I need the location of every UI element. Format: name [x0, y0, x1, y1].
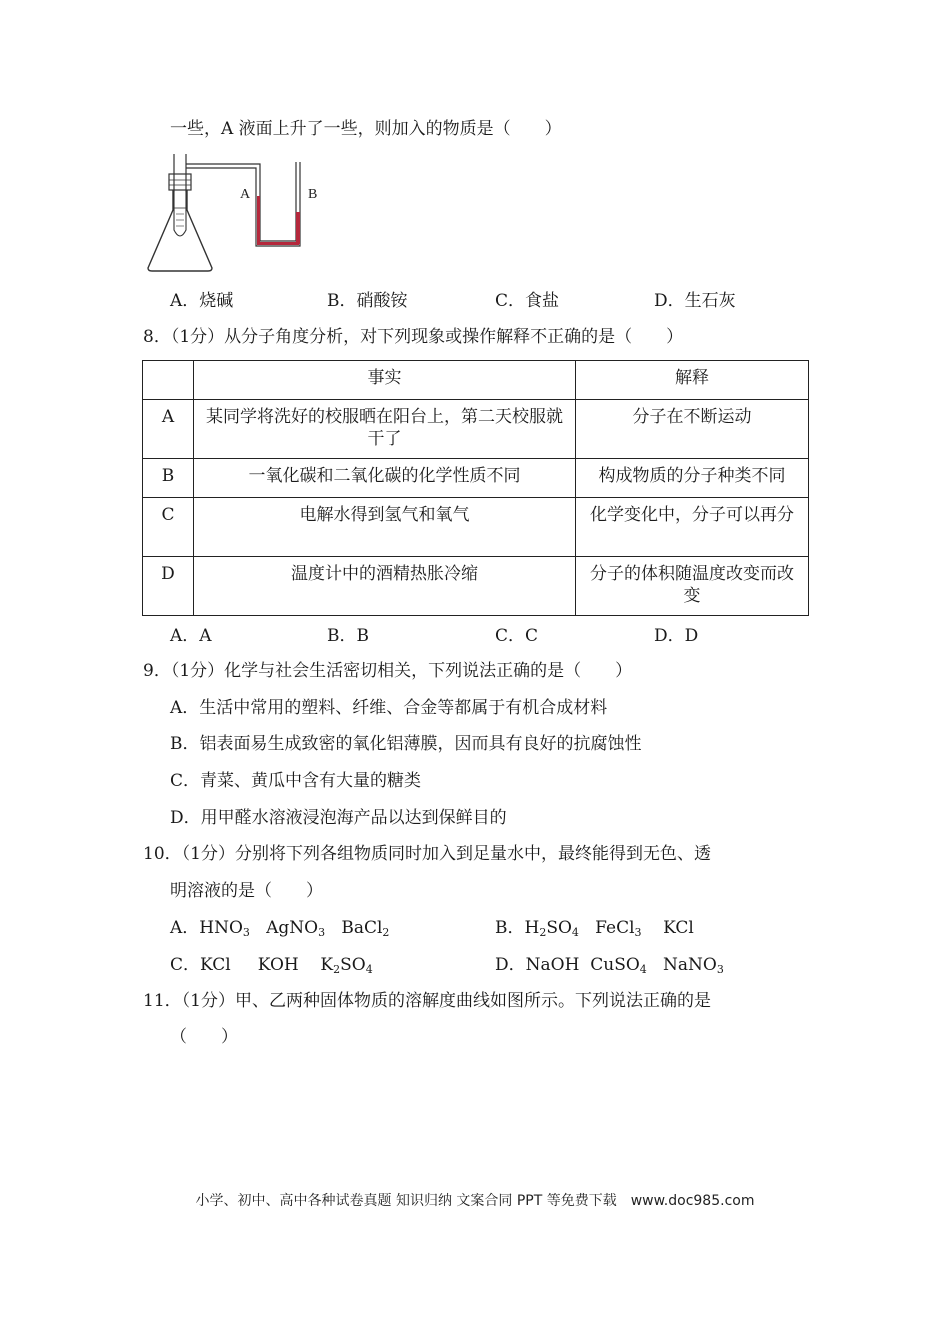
q9-option-d[interactable]: D．用甲醛水溶液浸泡海产品以达到保鲜目的	[170, 808, 507, 828]
q11-stem-line2: （ ）	[170, 1027, 238, 1047]
q7-option-b[interactable]: B．硝酸铵	[327, 291, 408, 311]
rubber-stopper	[169, 174, 191, 190]
row-explain: 分子的体积随温度改变而改变	[576, 557, 809, 616]
table-header-blank	[143, 361, 194, 400]
table-row	[143, 498, 809, 557]
table-header-explain: 解释	[576, 361, 809, 400]
q7-stem-tail: 一些，A 液面上升了一些，则加入的物质是（ ）	[170, 119, 562, 139]
table-row	[143, 459, 809, 498]
q9-stem: 9．（1分）化学与社会生活密切相关，下列说法正确的是（ ）	[143, 661, 633, 681]
q10-stem-line1: 10．（1分）分别将下列各组物质同时加入到足量水中，最终能得到无色、透	[143, 844, 711, 864]
q10-option-c[interactable]: C．KCl KOH $K_2SO_4$	[170, 955, 373, 976]
table-row	[143, 557, 809, 616]
u-tube-apparatus-diagram	[140, 150, 340, 275]
row-explain: 分子在不断运动	[576, 400, 809, 459]
q10-option-d[interactable]: D．NaOH CuSO$_4$ NaNO$_3$	[495, 955, 724, 976]
row-label: C	[143, 498, 194, 557]
q7-option-c[interactable]: C．食盐	[495, 291, 560, 311]
q7-option-d[interactable]: D．生石灰	[654, 291, 736, 311]
q11-stem-line1: 11．（1分）甲、乙两种固体物质的溶解度曲线如图所示。下列说法正确的是	[143, 991, 711, 1011]
row-explain: 化学变化中，分子可以再分	[576, 498, 809, 557]
conical-flask	[148, 190, 212, 271]
q10-option-b[interactable]: B．$H_2SO_4$ FeCl$_3$ KCl	[495, 918, 694, 939]
q8-option-c[interactable]: C．C	[495, 626, 539, 646]
table-header-fact: 事实	[194, 361, 576, 400]
row-fact: 某同学将洗好的校服晒在阳台上，第二天校服就干了	[194, 400, 576, 459]
q9-option-c[interactable]: C．青菜、黄瓜中含有大量的糖类	[170, 771, 422, 791]
u-tube	[256, 162, 300, 246]
q8-table	[142, 360, 809, 616]
q9-option-a[interactable]: A．生活中常用的塑料、纤维、合金等都属于有机合成材料	[170, 698, 608, 718]
label-b: B	[308, 187, 318, 202]
page-footer: 小学、初中、高中各种试卷真题 知识归纳 文案合同 PPT 等免费下载 www.doc985.com	[195, 1193, 755, 1209]
label-a: A	[240, 187, 251, 202]
table-row	[143, 400, 809, 459]
row-fact: 温度计中的酒精热胀冷缩	[194, 557, 576, 616]
row-fact: 电解水得到氢气和氧气	[194, 498, 576, 557]
row-fact: 一氧化碳和二氧化碳的化学性质不同	[194, 459, 576, 498]
q9-option-b[interactable]: B．铝表面易生成致密的氧化铝薄膜，因而具有良好的抗腐蚀性	[170, 734, 642, 754]
q10-option-a[interactable]: A．$HNO_3$ AgNO$_3$ BaCl$_2$	[170, 918, 390, 939]
row-label: B	[143, 459, 194, 498]
row-label: A	[143, 400, 194, 459]
table-header-row	[143, 361, 809, 400]
row-explain: 构成物质的分子种类不同	[576, 459, 809, 498]
q8-stem: 8．（1分）从分子角度分析，对下列现象或操作解释不正确的是（ ）	[143, 327, 684, 347]
q10-stem-line2: 明溶液的是（ ）	[170, 881, 323, 901]
connecting-tube	[186, 164, 260, 180]
q8-option-b[interactable]: B．B	[327, 626, 369, 646]
row-label: D	[143, 557, 194, 616]
q8-option-d[interactable]: D．D	[654, 626, 699, 646]
red-liquid	[257, 196, 299, 245]
q7-option-a[interactable]: A．烧碱	[170, 291, 234, 311]
q8-option-a[interactable]: A．A	[170, 626, 212, 646]
